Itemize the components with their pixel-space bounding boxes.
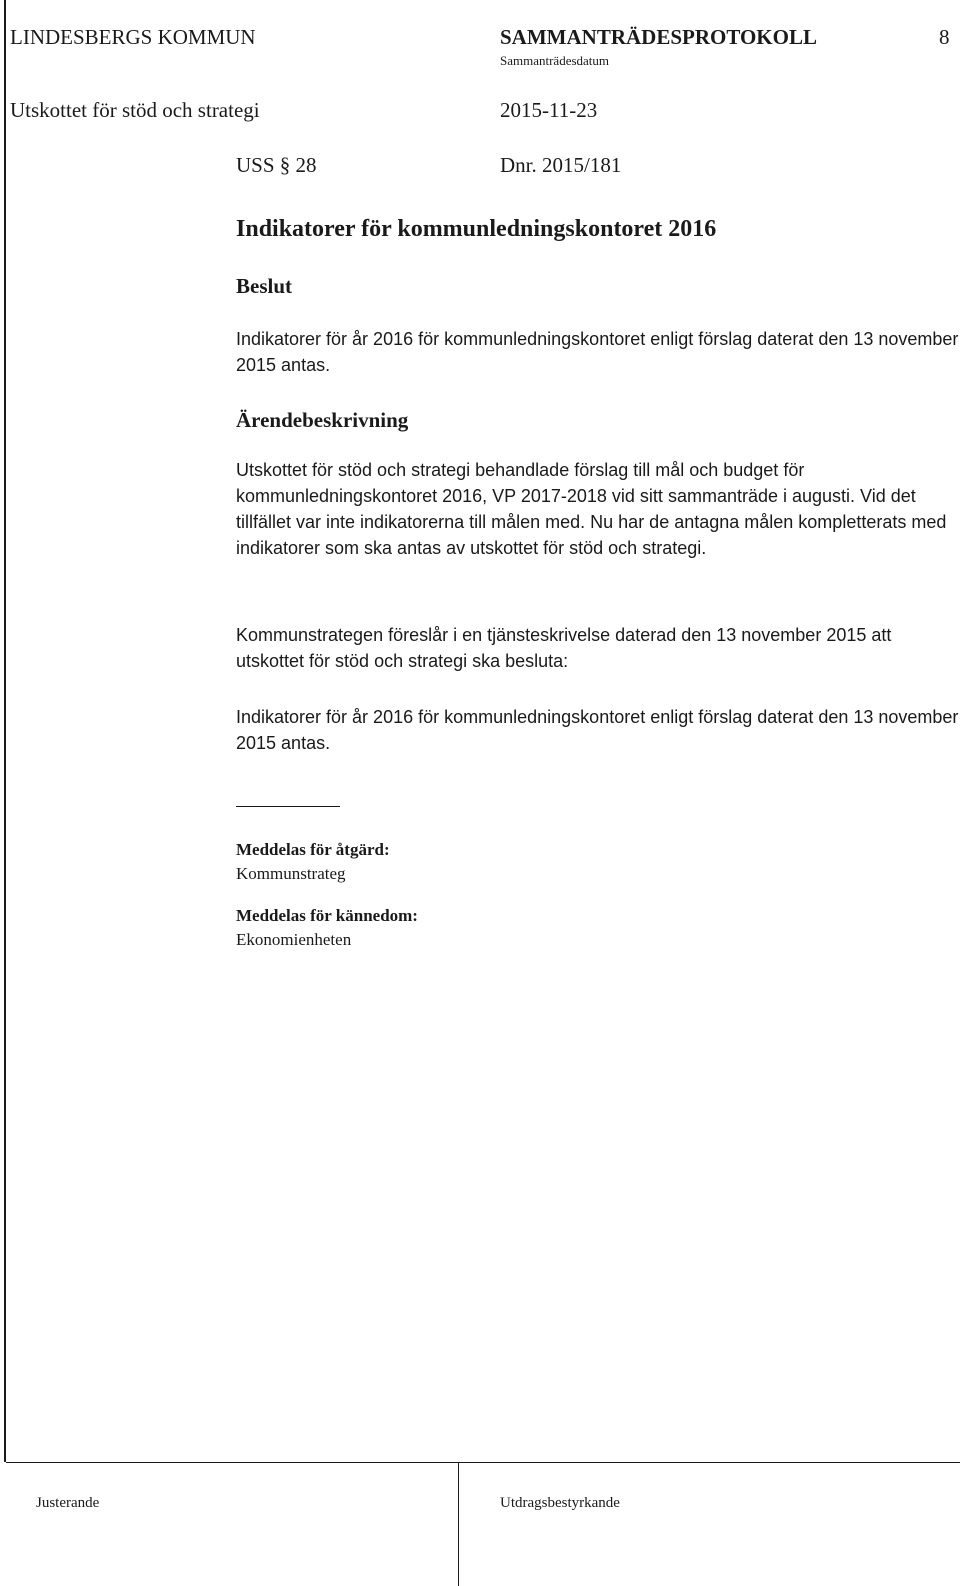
- page-number: 8: [939, 25, 950, 49]
- description-paragraph-1: Utskottet för stöd och strategi behandlade förslag till mål och budget för kommunledningskontoret 2016, VP 2017-2018 vid sitt sammanträde i augusti. Vid det tillfället var inte indikatorerna till målen med. Nu har de antagna målen kompletterats med indikatorer som ska antas av utskottet för stöd och strategi.: [236, 460, 947, 558]
- meeting-date: 2015-11-23: [500, 98, 598, 122]
- meeting-date-label: Sammanträdesdatum: [500, 53, 610, 68]
- decision-heading: Beslut: [236, 274, 293, 298]
- footer-column-divider: [458, 1462, 459, 1586]
- paragraph-number: USS § 28: [236, 153, 317, 177]
- description-heading: Ärendebeskrivning: [236, 408, 409, 432]
- description-paragraph-2: Kommunstrategen föreslår i en tjänsteskrivelse daterad den 13 november 2015 att utskottet för stöd och strategi ska besluta:: [236, 625, 892, 671]
- diary-number: Dnr. 2015/181: [500, 153, 622, 177]
- protocol-title: SAMMANTRÄDESPROTOKOLL: [500, 25, 817, 49]
- notice-info-label: Meddelas för kännedom:: [236, 906, 418, 925]
- section-separator: [236, 806, 340, 807]
- footer-justerande-label: Justerande: [36, 1495, 100, 1511]
- notice-action-value: Kommunstrateg: [236, 864, 346, 883]
- notice-info-value: Ekonomienheten: [236, 930, 352, 949]
- footer-utdragsbestyrkande-label: Utdragsbestyrkande: [500, 1495, 620, 1511]
- decision-text: Indikatorer för år 2016 för kommunledningskontoret enligt förslag daterat den 13 november 2015 antas.: [236, 329, 959, 375]
- municipality-name: LINDESBERGS KOMMUN: [10, 25, 256, 49]
- notice-action-label: Meddelas för åtgärd:: [236, 840, 390, 859]
- case-title: Indikatorer för kommunledningskontoret 2016: [236, 216, 717, 242]
- description-paragraph-3: Indikatorer för år 2016 för kommunledningskontoret enligt förslag daterat den 13 november 2015 antas.: [236, 707, 959, 753]
- committee-name: Utskottet för stöd och strategi: [10, 98, 260, 122]
- page-border-left: [4, 0, 6, 1462]
- footer-divider: [6, 1462, 960, 1463]
